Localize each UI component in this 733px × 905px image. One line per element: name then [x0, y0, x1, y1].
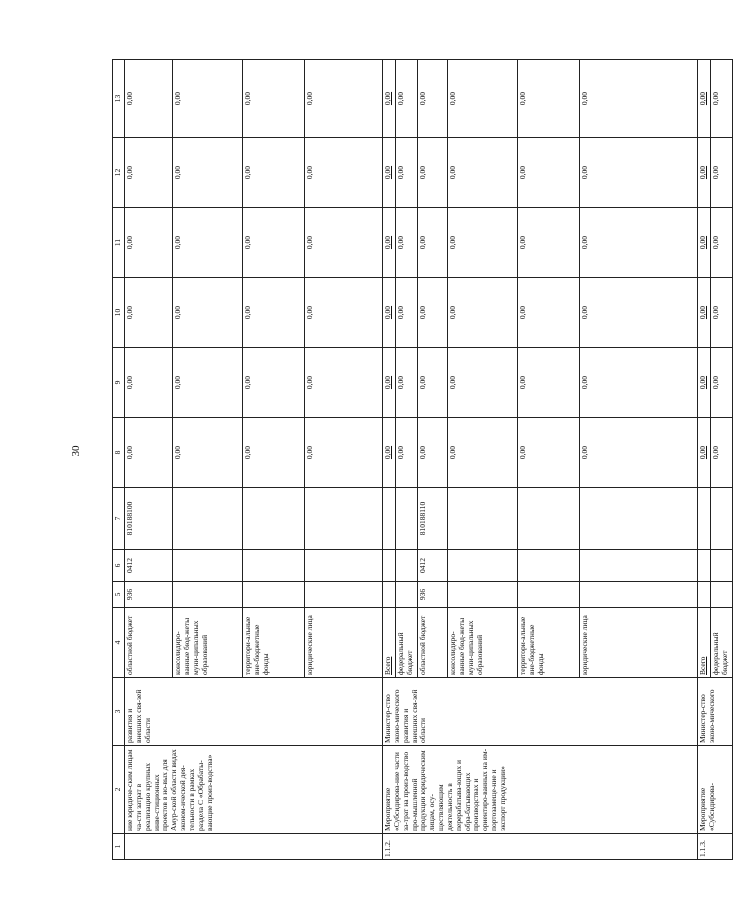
value-cell: 0,00: [698, 348, 711, 418]
section-code-cell: [711, 550, 733, 582]
value-cell: 0,00: [383, 60, 396, 138]
row-number-cell: 1.1.2.: [383, 834, 698, 860]
section-code-cell: 0412: [125, 550, 173, 582]
value-cell: 0,00: [698, 418, 711, 488]
value-cell: 0,00: [698, 278, 711, 348]
funding-source-cell: областной бюджет: [125, 608, 173, 678]
funding-source-cell: консолидиро-ванные бюд-жеты муни-ципальных образований: [448, 608, 518, 678]
funding-source-cell: федеральный бюджет: [396, 608, 418, 678]
measure-name-cell: Мероприятие «Субсидирова-: [698, 746, 733, 834]
value-cell: 0,00: [580, 208, 698, 278]
value-cell: 0,00: [580, 348, 698, 418]
value-cell: 0,00: [383, 208, 396, 278]
grbs-code-cell: [518, 582, 580, 608]
grbs-code-cell: 936: [125, 582, 173, 608]
value-cell: 0,00: [698, 208, 711, 278]
col-header: 13: [113, 60, 125, 138]
value-cell: 0,00: [396, 60, 418, 138]
table-row: [125, 60, 173, 860]
col-header: 7: [113, 488, 125, 550]
value-cell: 0,00: [305, 348, 383, 418]
section-code-cell: [173, 550, 243, 582]
table-row: [698, 60, 711, 860]
grbs-code-cell: [580, 582, 698, 608]
section-code-cell: [698, 550, 711, 582]
value-cell: 0,00: [396, 348, 418, 418]
col-header: 2: [113, 746, 125, 834]
value-cell: 0,00: [711, 60, 733, 138]
grbs-code-cell: 936: [418, 582, 448, 608]
row-number-cell: [125, 834, 383, 860]
funding-source-cell: федеральный бюджет: [711, 608, 733, 678]
section-code-cell: [383, 550, 396, 582]
value-cell: 0,00: [396, 208, 418, 278]
target-code-cell: 810188110: [418, 488, 448, 550]
grbs-code-cell: [698, 582, 711, 608]
value-cell: 0,00: [243, 138, 305, 208]
value-cell: 0,00: [383, 348, 396, 418]
value-cell: 0,00: [418, 208, 448, 278]
funding-source-cell: юридические лица: [305, 608, 383, 678]
col-header: 9: [113, 348, 125, 418]
value-cell: 0,00: [518, 418, 580, 488]
col-header: 11: [113, 208, 125, 278]
col-header: 3: [113, 678, 125, 746]
value-cell: 0,00: [448, 60, 518, 138]
target-code-cell: [518, 488, 580, 550]
value-cell: 0,00: [698, 60, 711, 138]
target-code-cell: [396, 488, 418, 550]
value-cell: 0,00: [173, 60, 243, 138]
value-cell: 0,00: [711, 418, 733, 488]
section-code-cell: [518, 550, 580, 582]
page-number: 30: [70, 445, 82, 457]
funding-source-cell: территори-альные вне-бюджетные фонды: [243, 608, 305, 678]
value-cell: 0,00: [711, 138, 733, 208]
grbs-code-cell: [243, 582, 305, 608]
value-cell: 0,00: [518, 278, 580, 348]
value-cell: 0,00: [173, 208, 243, 278]
section-code-cell: [580, 550, 698, 582]
measure-name-cell: ние юридиче-ским лицам ча-сти затрат в реализацию крупных инве-стиционных проектов в но-вых для Амур-ской области видах эконом-ической дея-тельности в рамках раздела С «Обрабаты-вающие произ-водства»: [125, 746, 383, 834]
target-code-cell: [580, 488, 698, 550]
target-code-cell: [448, 488, 518, 550]
value-cell: 0,00: [305, 208, 383, 278]
value-cell: 0,00: [243, 418, 305, 488]
value-cell: 0,00: [448, 208, 518, 278]
value-cell: 0,00: [396, 418, 418, 488]
col-header: 6: [113, 550, 125, 582]
grbs-code-cell: [396, 582, 418, 608]
funding-source-cell: консолидиро-ванные бюд-жеты муни-ципальных образований: [173, 608, 243, 678]
target-code-cell: [698, 488, 711, 550]
rotated-table-wrapper: [112, 60, 729, 860]
value-cell: 0,00: [698, 138, 711, 208]
col-header: 8: [113, 418, 125, 488]
value-cell: 0,00: [580, 138, 698, 208]
section-code-cell: [305, 550, 383, 582]
value-cell: 0,00: [518, 138, 580, 208]
value-cell: 0,00: [418, 60, 448, 138]
value-cell: 0,00: [711, 348, 733, 418]
executor-cell: Министер-ство эконо-мического: [698, 678, 733, 746]
value-cell: 0,00: [383, 418, 396, 488]
value-cell: 0,00: [383, 278, 396, 348]
value-cell: 0,00: [418, 138, 448, 208]
col-header: 4: [113, 608, 125, 678]
section-code-cell: [243, 550, 305, 582]
value-cell: 0,00: [448, 138, 518, 208]
value-cell: 0,00: [580, 278, 698, 348]
grbs-code-cell: [711, 582, 733, 608]
value-cell: 0,00: [173, 418, 243, 488]
value-cell: 0,00: [305, 418, 383, 488]
value-cell: 0,00: [125, 278, 173, 348]
row-number-cell: 1.1.3.: [698, 834, 733, 860]
value-cell: 0,00: [396, 138, 418, 208]
value-cell: 0,00: [125, 60, 173, 138]
value-cell: 0,00: [383, 138, 396, 208]
grbs-code-cell: [305, 582, 383, 608]
target-code-cell: [305, 488, 383, 550]
value-cell: 0,00: [518, 208, 580, 278]
value-cell: 0,00: [125, 418, 173, 488]
grbs-code-cell: [448, 582, 518, 608]
value-cell: 0,00: [243, 60, 305, 138]
section-code-cell: [396, 550, 418, 582]
section-code-cell: [448, 550, 518, 582]
value-cell: 0,00: [305, 138, 383, 208]
funding-source-cell: юридические лица: [580, 608, 698, 678]
target-code-cell: [243, 488, 305, 550]
value-cell: 0,00: [580, 60, 698, 138]
column-number-row: [113, 60, 125, 860]
col-header: 12: [113, 138, 125, 208]
table-body: [113, 60, 733, 860]
funding-source-cell: территори-альные вне-бюджетные фонды: [518, 608, 580, 678]
value-cell: 0,00: [173, 348, 243, 418]
executor-cell: Министер-ство эконо-мического развития и внешних свя-зей области: [383, 678, 698, 746]
value-cell: 0,00: [173, 138, 243, 208]
funding-source-cell: Всего: [698, 608, 711, 678]
value-cell: 0,00: [580, 418, 698, 488]
table-row: [383, 60, 396, 860]
value-cell: 0,00: [518, 60, 580, 138]
value-cell: 0,00: [418, 418, 448, 488]
value-cell: 0,00: [173, 278, 243, 348]
target-code-cell: 810188100: [125, 488, 173, 550]
value-cell: 0,00: [125, 138, 173, 208]
value-cell: 0,00: [418, 278, 448, 348]
value-cell: 0,00: [448, 348, 518, 418]
col-header: 5: [113, 582, 125, 608]
value-cell: 0,00: [243, 348, 305, 418]
value-cell: 0,00: [396, 278, 418, 348]
budget-table: [112, 59, 733, 860]
target-code-cell: [173, 488, 243, 550]
value-cell: 0,00: [448, 278, 518, 348]
section-code-cell: 0412: [418, 550, 448, 582]
measure-name-cell: Мероприятие «Субсидирова-ние части за-трат на произ-водство про-мышленной продукции юридическим лицам, осу-ществляющим деятельность в перерабатыва-ющих и обра-батывающих производствах и ориентиро-ванных на им-портозамеще-ние и экспорт продукции»: [383, 746, 698, 834]
grbs-code-cell: [173, 582, 243, 608]
col-header: 10: [113, 278, 125, 348]
executor-cell: развития и внешних свя-зей области: [125, 678, 383, 746]
value-cell: 0,00: [125, 208, 173, 278]
target-code-cell: [383, 488, 396, 550]
value-cell: 0,00: [711, 278, 733, 348]
funding-source-cell: Всего: [383, 608, 396, 678]
value-cell: 0,00: [711, 208, 733, 278]
value-cell: 0,00: [243, 278, 305, 348]
target-code-cell: [711, 488, 733, 550]
value-cell: 0,00: [125, 348, 173, 418]
funding-source-cell: областной бюджет: [418, 608, 448, 678]
col-header: 1: [113, 834, 125, 860]
value-cell: 0,00: [305, 60, 383, 138]
grbs-code-cell: [383, 582, 396, 608]
value-cell: 0,00: [448, 418, 518, 488]
value-cell: 0,00: [243, 208, 305, 278]
value-cell: 0,00: [418, 348, 448, 418]
value-cell: 0,00: [518, 348, 580, 418]
value-cell: 0,00: [305, 278, 383, 348]
